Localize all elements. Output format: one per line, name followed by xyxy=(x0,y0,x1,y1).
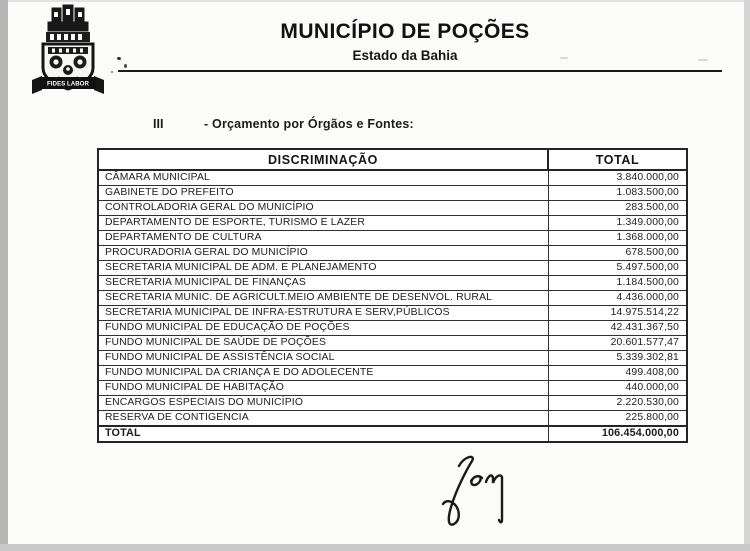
row-label: ENCARGOS ESPECIAIS DO MUNICÍPIO xyxy=(98,396,548,411)
row-label: FUNDO MUNICIPAL DE SAÚDE DE POÇÕES xyxy=(98,336,548,351)
table-header-row xyxy=(98,149,687,170)
table-row xyxy=(98,351,687,366)
total-row xyxy=(98,426,687,442)
letterhead xyxy=(105,20,705,63)
row-label: DEPARTAMENTO DE ESPORTE, TURISMO E LAZER xyxy=(98,216,548,231)
table-row xyxy=(98,186,687,201)
total-label: TOTAL xyxy=(98,426,548,442)
row-value: 225.800,00 xyxy=(548,411,687,427)
row-value: 1.368.000,00 xyxy=(548,231,687,246)
signature-icon xyxy=(426,450,522,534)
table-row xyxy=(98,321,687,336)
row-value: 4.436.000,00 xyxy=(548,291,687,306)
document-title: MUNICÍPIO DE POÇÕES xyxy=(280,20,530,43)
table-row xyxy=(98,396,687,411)
table-row xyxy=(98,231,687,246)
row-label: SECRETARIA MUNICIPAL DE ADM. E PLANEJAMENTO xyxy=(98,261,548,276)
table-row xyxy=(98,261,687,276)
document-subtitle: Estado da Bahia xyxy=(352,48,458,63)
table-row xyxy=(98,306,687,321)
table-row xyxy=(98,366,687,381)
row-label: FUNDO MUNICIPAL DA CRIANÇA E DO ADOLECENTE xyxy=(98,366,548,381)
row-label: PROCURADORIA GERAL DO MUNICÍPIO xyxy=(98,246,548,261)
row-value: 1.184.500,00 xyxy=(548,276,687,291)
table-row xyxy=(98,246,687,261)
table-row xyxy=(98,216,687,231)
total-value: 106.454.000,00 xyxy=(548,426,687,442)
table-row xyxy=(98,170,687,186)
letterhead-rule xyxy=(118,70,722,72)
row-label: CÂMARA MUNICIPAL xyxy=(98,170,548,186)
table-row xyxy=(98,291,687,306)
row-value: 499.408,00 xyxy=(548,366,687,381)
scan-edge-bottom xyxy=(0,544,750,551)
row-value: 1.083.500,00 xyxy=(548,186,687,201)
section-numeral: III xyxy=(153,117,164,131)
row-label: DEPARTAMENTO DE CULTURA xyxy=(98,231,548,246)
row-label: FUNDO MUNICIPAL DE ASSISTÊNCIA SOCIAL xyxy=(98,351,548,366)
table-row xyxy=(98,336,687,351)
scan-edge-top xyxy=(0,0,750,2)
row-value: 678.500,00 xyxy=(548,246,687,261)
row-label: GABINETE DO PREFEITO xyxy=(98,186,548,201)
row-label: SECRETARIA MUNIC. DE AGRICULT.MEIO AMBIENTE DE DESENVOL. RURAL xyxy=(98,291,548,306)
section-heading-line xyxy=(0,117,750,133)
row-label: RESERVA DE CONTIGENCIA xyxy=(98,411,548,427)
scan-edge-right xyxy=(744,0,750,551)
table-row xyxy=(98,201,687,216)
row-value: 3.840.000,00 xyxy=(548,170,687,186)
row-label: SECRETARIA MUNICIPAL DE INFRA-ESTRUTURA E SERV,PÚBLICOS xyxy=(98,306,548,321)
row-value: 5.497.500,00 xyxy=(548,261,687,276)
table-row xyxy=(98,276,687,291)
row-value: 5.339.302,81 xyxy=(548,351,687,366)
row-label: FUNDO MUNICIPAL DE HABITAÇÃO xyxy=(98,381,548,396)
table-row xyxy=(98,381,687,396)
table-row xyxy=(98,411,687,427)
coat-of-arms-icon xyxy=(28,4,108,102)
row-label: CONTROLADORIA GERAL DO MUNICÍPIO xyxy=(98,201,548,216)
row-value: 42.431.367,50 xyxy=(548,321,687,336)
row-value: 440.000,00 xyxy=(548,381,687,396)
row-value: 2.220.530,00 xyxy=(548,396,687,411)
ink-speck xyxy=(124,64,127,68)
ink-speck xyxy=(111,71,113,73)
column-header-total: TOTAL xyxy=(548,149,687,170)
scan-edge-left xyxy=(0,0,8,551)
row-value: 14.975.514,22 xyxy=(548,306,687,321)
column-header-discriminacao: DISCRIMINAÇÃO xyxy=(98,149,548,170)
crest-motto: FIDES LABOR xyxy=(47,80,89,88)
section-heading: - Orçamento por Órgãos e Fontes: xyxy=(204,117,414,131)
row-label: FUNDO MUNICIPAL DE EDUCAÇÃO DE POÇÕES xyxy=(98,321,548,336)
row-value: 283.500,00 xyxy=(548,201,687,216)
row-label: SECRETARIA MUNICIPAL DE FINANÇAS xyxy=(98,276,548,291)
row-value: 1.349.000,00 xyxy=(548,216,687,231)
row-value: 20.601.577,47 xyxy=(548,336,687,351)
budget-table xyxy=(97,148,688,443)
